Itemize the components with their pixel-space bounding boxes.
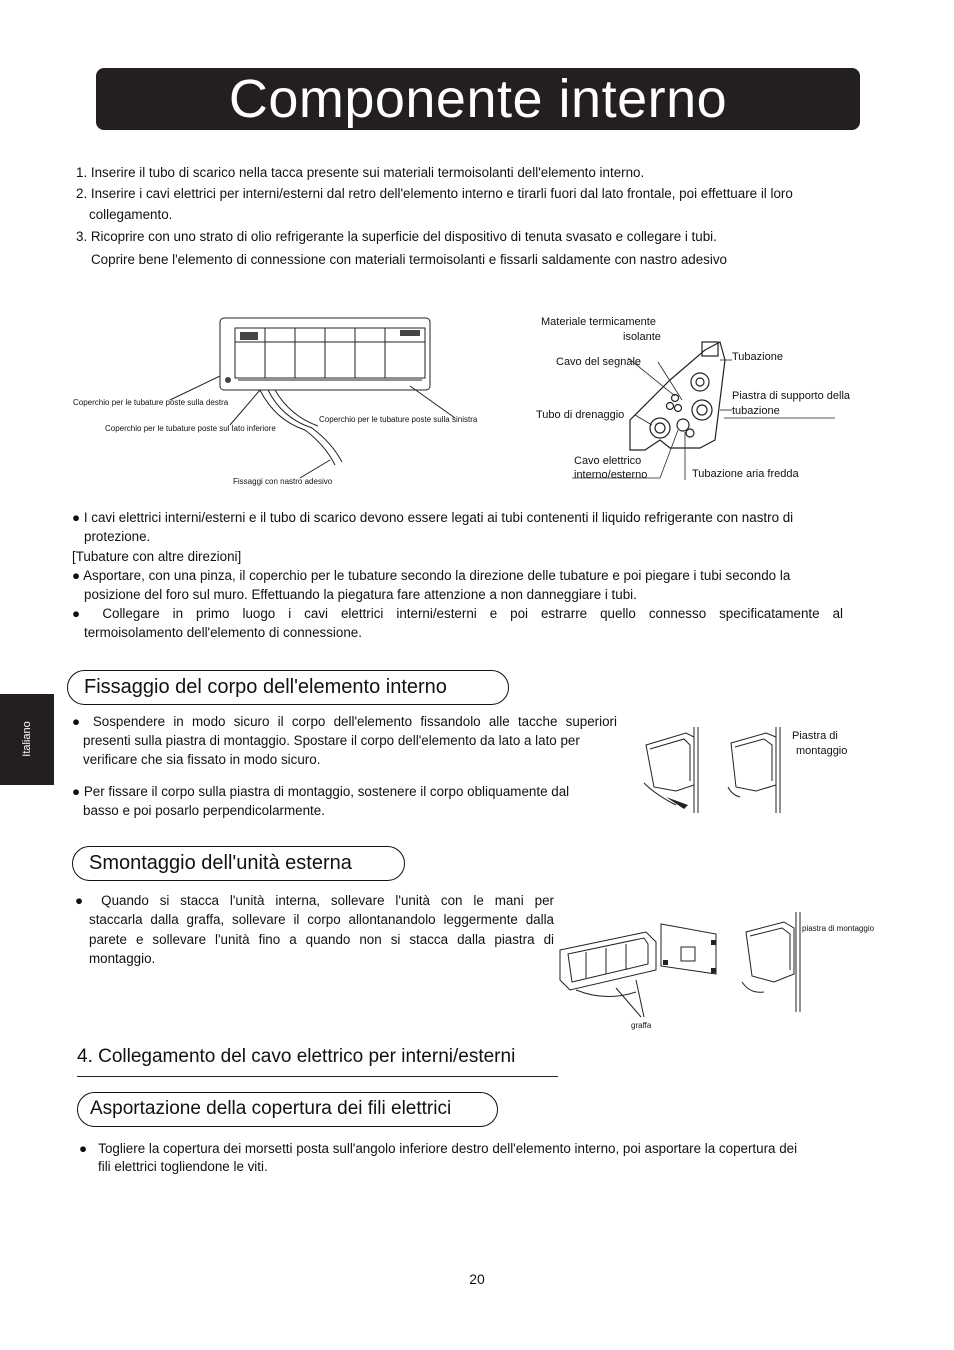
page-title: Componente interno: [96, 68, 860, 130]
label-right-cover: Coperchio per le tubature poste sulla destra: [73, 398, 229, 407]
fix-bullet-2-text: Per fissare il corpo sulla piastra di montaggio, sostenere il corpo obliquamente dal: [83, 784, 570, 799]
remove-line-4: montaggio.: [89, 951, 156, 966]
note-bullet-1-text: I cavi elettrici interni/esterni e il tubo di scarico devono essere legati ai tubi contenenti il liquido refrigerante con nastro di: [83, 510, 794, 525]
page-number: 20: [469, 1271, 485, 1287]
section-4-subheading: Asportazione della copertura dei fili elettrici: [77, 1092, 498, 1127]
fig-label-clip: graffa: [631, 1021, 652, 1030]
remove-line-1-text: Quando si stacca l'unità interna, sollevare l'unità con le mani per: [101, 893, 554, 908]
label-bottom-cover: Coperchio per le tubature poste sul lato inferiore: [105, 424, 276, 433]
note-bullet-3-cont: termoisolamento dell'elemento di connessione.: [84, 625, 362, 640]
note-bullet-2: ● Asportare, con una pinza, il coperchio per le tubature secondo la direzione delle tubature e poi piegare i tubi secondo la: [72, 568, 791, 583]
section-4-heading: 4. Collegamento del cavo elettrico per interni/esterni: [77, 1046, 516, 1067]
section-fix-heading: Fissaggio del corpo dell'elemento interno: [67, 670, 509, 705]
fig-label-plate-1: Piastra di: [792, 730, 838, 742]
label-power-cable-1: Cavo elettrico: [574, 455, 642, 467]
fix-bullet-1: ● Sospendere in modo sicuro il corpo dell'elemento fissandolo alle tacche superiori: [72, 714, 617, 729]
remove-line-1: ● Quando si stacca l'unità interna, sollevare l'unità con le mani per: [75, 893, 554, 908]
label-support-plate-2: tubazione: [732, 405, 780, 417]
note-bullet-3: ● Collegare in primo luogo i cavi elettrici interni/esterni e poi estrarre quello connesso specificatamente al: [72, 606, 843, 621]
language-tab: [0, 694, 54, 785]
label-left-cover: Coperchio per le tubature poste sulla sinistra: [319, 415, 478, 424]
mounting-figure: [636, 725, 796, 815]
step-2: 2. Inserire i cavi elettrici per interni/esterni dal retro dell'elemento interno e tirarli fuori dal lato frontale, poi effettuare il loro: [76, 186, 793, 201]
section-4-bullet-cont: fili elettrici togliendone le viti.: [98, 1159, 268, 1174]
fix-bullet-1-text: Sospendere in modo sicuro il corpo dell'elemento fissandolo alle tacche superiori: [92, 714, 617, 729]
section-4-divider: [77, 1076, 558, 1077]
section-remove-heading: Smontaggio dell'unità esterna: [72, 846, 405, 881]
fig-label-mounting-plate: piastra di montaggio: [802, 924, 875, 933]
fix-bullet-2: ● Per fissare il corpo sulla piastra di montaggio, sostenere il corpo obliquamente dal: [72, 784, 570, 799]
label-insulation-2: isolante: [623, 331, 661, 343]
label-drain-pipe: Tubo di drenaggio: [536, 409, 625, 421]
note-bullet-1-cont: protezione.: [84, 529, 151, 544]
label-cold-air-pipe: Tubazione aria fredda: [692, 468, 799, 480]
label-tape: Fissaggi con nastro adesivo: [233, 477, 333, 486]
remove-line-3: parete e sollevare l'unità fino a quando non si stacca dalla piastra di: [89, 932, 554, 947]
step-3-cont: Coprire bene l'elemento di connessione con materiali termoisolanti e fissarli saldamente con nastro adesivo: [91, 252, 727, 267]
label-support-plate-1: Piastra di supporto della: [732, 390, 851, 402]
removal-figure: [556, 912, 806, 1022]
step-2-cont: collegamento.: [89, 207, 173, 222]
note-other-directions: [Tubature con altre direzioni]: [72, 549, 242, 564]
step-3: 3. Ricoprire con uno strato di olio refrigerante la superficie del dispositivo di tenuta svasato e collegare i tubi.: [76, 229, 717, 244]
label-power-cable-2: interno/esterno: [574, 469, 648, 481]
language-tab-label: Italiano: [21, 721, 33, 757]
section-4-bullet-text: Togliere la copertura dei morsetti posta sull'angolo inferiore destro dell'elemento interno, poi asportare la copertura dei: [98, 1141, 798, 1156]
fig-label-plate-2: montaggio: [796, 745, 848, 757]
label-piping: Tubazione: [732, 351, 783, 363]
fix-bullet-2-cont: basso e poi posarlo perpendicolarmente.: [83, 803, 325, 818]
note-bullet-2-text: Asportare, con una pinza, il coperchio per le tubature secondo la direzione delle tubature e poi piegare i tubi secondo la: [83, 568, 791, 583]
label-insulation-1: Materiale termicamente: [541, 316, 656, 328]
note-bullet-2-cont: posizione del foro sul muro. Effettuando la piegatura fare attenzione a non danneggiare i tubi.: [84, 587, 637, 602]
note-bullet-3-text: Collegare in primo luogo i cavi elettrici interni/esterni e poi estrarre quello connesso specificatamente al: [102, 606, 843, 621]
label-signal-cable: Cavo del segnale: [556, 356, 642, 368]
fix-bullet-1-cont-2: verificare che sia fissato in modo sicuro.: [83, 752, 321, 767]
fix-bullet-1-cont-1: presenti sulla piastra di montaggio. Spostare il corpo dell'elemento da lato a lato per: [83, 733, 580, 748]
note-bullet-1: ● I cavi elettrici interni/esterni e il tubo di scarico devono essere legati ai tubi contenenti il liquido refrigerante con nastro di: [72, 510, 794, 525]
remove-line-2: staccarla dalla graffa, sollevare il corpo allontanandolo leggermente dalla: [89, 912, 554, 927]
section-4-bullet: ● Togliere la copertura dei morsetti posta sull'angolo inferiore destro dell'elemento interno, poi asportare la copertura dei: [79, 1141, 798, 1156]
step-1: 1. Inserire il tubo di scarico nella tacca presente sui materiali termoisolanti dell'elemento interno.: [76, 165, 645, 180]
